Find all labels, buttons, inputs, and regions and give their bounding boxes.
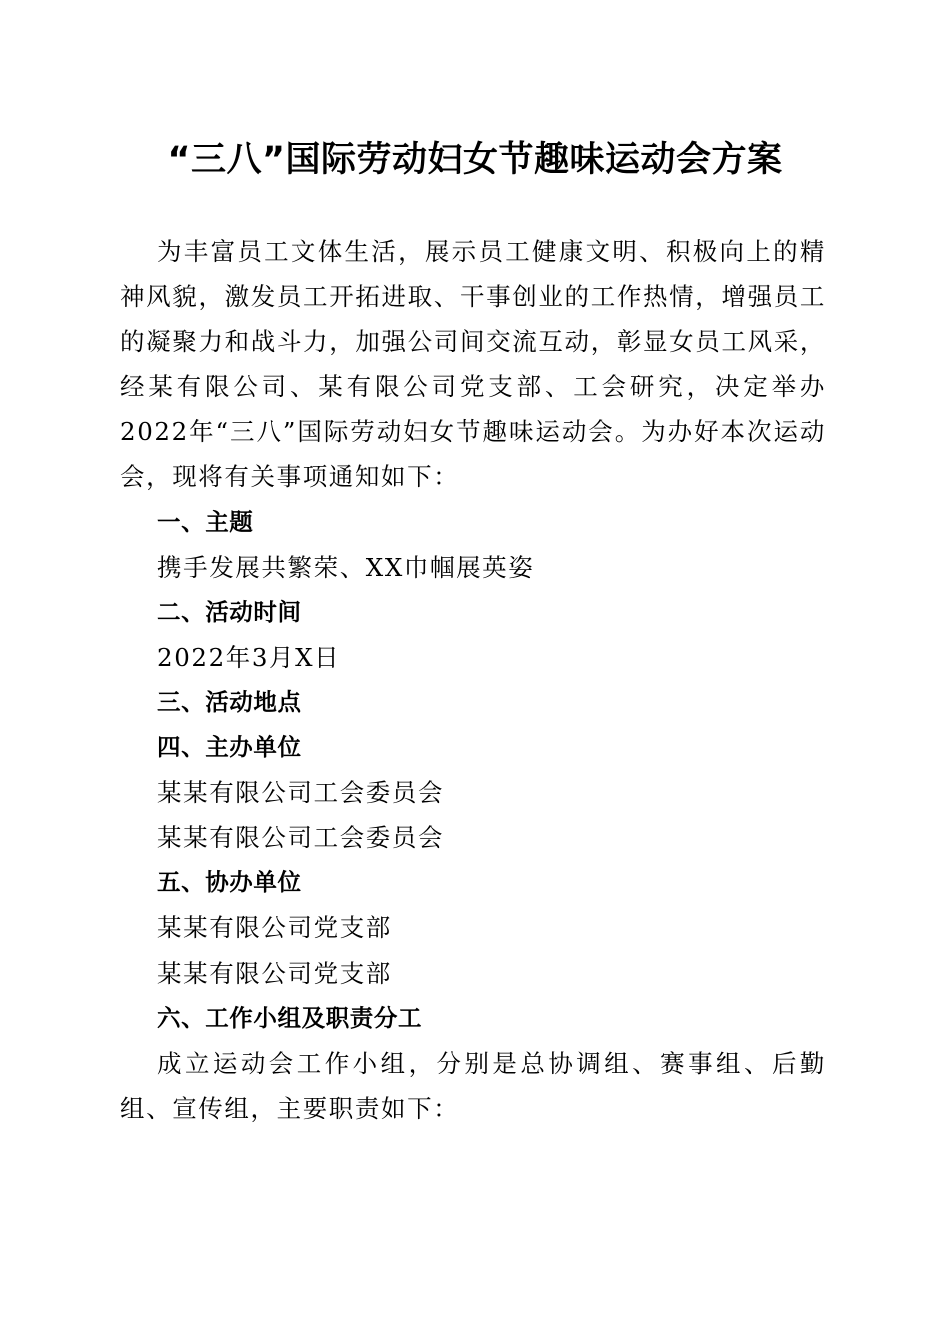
document-title: “三八”国际劳动妇女节趣味运动会方案 xyxy=(167,140,783,180)
section-content-time: 2022年3月X日 xyxy=(157,642,341,672)
co-organizer-line: 某某有限公司党支部 xyxy=(157,958,392,988)
section-heading-time: 二、活动时间 xyxy=(157,597,302,626)
working-group-paragraph: 成立运动会工作小组，分别是总协调组、赛事组、后勤组、宣传组，主要职责如下： xyxy=(120,1048,826,1123)
organizer-line: 某某有限公司工会委员会 xyxy=(157,778,445,808)
co-organizer-line: 某某有限公司党支部 xyxy=(157,913,392,943)
section-content-theme: 携手发展共繁荣、XX巾帼展英姿 xyxy=(157,552,535,582)
section-heading-working-group: 六、工作小组及职责分工 xyxy=(157,1003,423,1032)
document-body xyxy=(120,229,826,1131)
intro-paragraph: 为丰富员工文体生活，展示员工健康文明、积极向上的精神风貌，激发员工开拓进取、干事创业的工作热情，增强员工的凝聚力和战斗力，加强公司间交流互动，彰显女员工风采，经某有限公司、某有限公司党支部、工会研究，决定举办2022年“三八”国际劳动妇女节趣味运动会。为办好本次运动会，现将有关事项通知如下： xyxy=(120,237,826,492)
section-heading-location: 三、活动地点 xyxy=(157,687,302,716)
section-heading-organizer: 四、主办单位 xyxy=(157,733,302,762)
section-heading-co-organizer: 五、协办单位 xyxy=(157,868,302,897)
organizer-line: 某某有限公司工会委员会 xyxy=(157,823,445,853)
section-heading-theme: 一、主题 xyxy=(157,507,254,536)
